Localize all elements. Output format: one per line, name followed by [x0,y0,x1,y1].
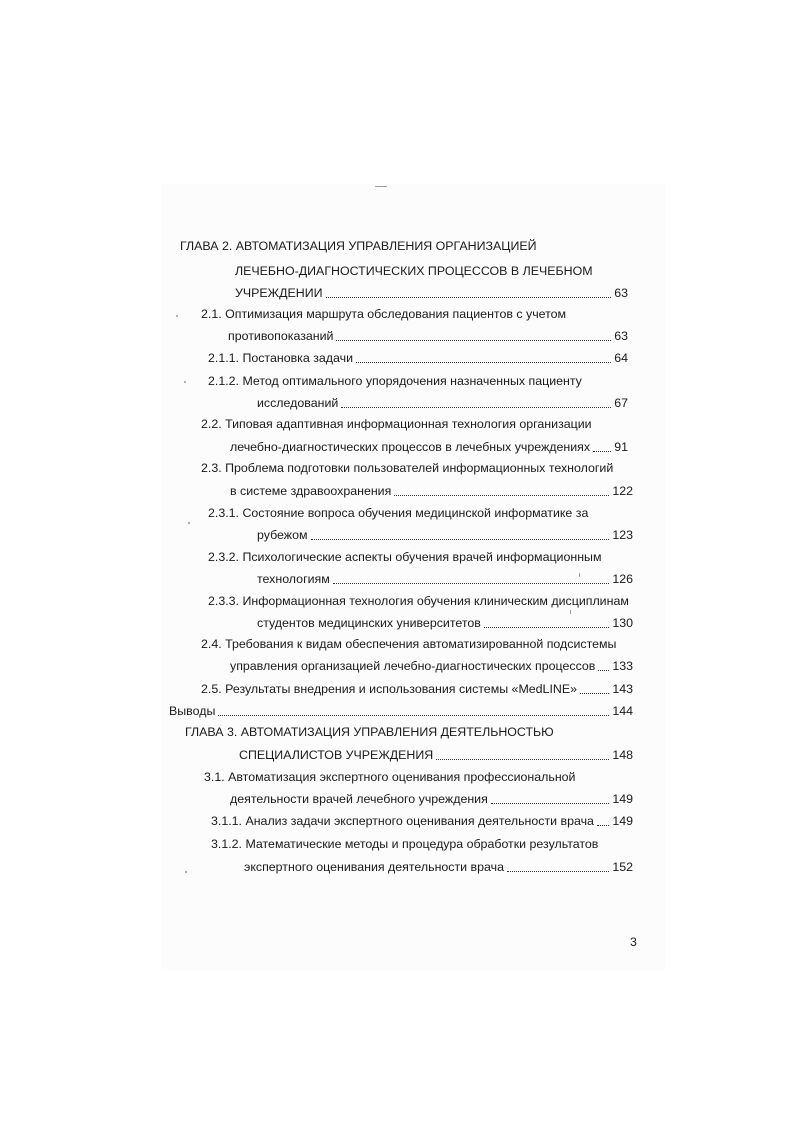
toc-entry-2-5[interactable] [201,681,633,697]
dot-leader [218,715,609,716]
toc-entry-3-1-1[interactable] [211,813,633,829]
toc-3-1-line1: 3.1. Автоматизация экспертного оценивания профессиональной [204,770,576,784]
toc-entry-2-1[interactable] [228,328,628,344]
toc-entry-2-4[interactable] [230,658,633,674]
toc-entry-conclusions[interactable] [169,703,633,719]
dot-leader [484,627,609,628]
toc-2-1-2-line1: 2.1.2. Метод оптимального упорядочения назначенных пациенту [208,374,582,388]
toc-entry-title: деятельности врачей лечебного учреждения [230,792,488,806]
toc-page-number: 126 [612,572,633,586]
toc-2-2-line1: 2.2. Типовая адаптивная информационная технология организации [201,417,592,431]
toc-entry-3-1[interactable] [230,791,633,807]
toc-page-number: 63 [614,286,628,300]
scan-speck [188,522,190,524]
scan-speck [176,315,178,317]
dot-leader [436,759,609,760]
toc-entry-2-3-2[interactable] [257,571,633,587]
toc-entry-2-2[interactable] [230,439,628,455]
toc-entry-title: в системе здравоохранения [230,484,392,498]
page-number: 3 [630,935,637,949]
toc-page-number: 67 [614,396,628,410]
toc-2-3-3-line1: 2.3.3. Информационная технология обучения клиническим дисциплинам [208,594,629,608]
toc-entry-2-3[interactable] [230,483,633,499]
toc-entry-title: СПЕЦИАЛИСТОВ УЧРЕЖДЕНИЯ [239,748,434,762]
toc-2-3-line1: 2.3. Проблема подготовки пользователей информационных технологий [201,461,614,475]
toc-entry-title: Выводы [169,704,216,718]
dot-leader [593,451,611,452]
toc-entry-title: студентов медицинских университетов [257,616,481,630]
dot-leader [356,362,611,363]
dot-leader [311,539,610,540]
toc-page-number: 152 [612,860,633,874]
toc-entry-2-3-1[interactable] [257,527,633,543]
dot-leader [597,825,609,826]
toc-page-number: 133 [612,659,633,673]
toc-page-number: 123 [612,528,633,542]
toc-entry-title: 3.1.1. Анализ задачи экспертного оценивания деятельности врача [211,814,594,828]
toc-entry-title: лечебно-диагностических процессов в лечебных учреждениях [230,440,591,454]
scan-speck [570,610,571,614]
toc-entry-title: управления организацией лечебно-диагностических процессов [230,659,596,673]
toc-entry-2-3-3[interactable] [257,615,633,631]
toc-page-number: 130 [612,616,633,630]
dot-leader [491,803,610,804]
toc-entry-title: 2.1.1. Постановка задачи [208,351,354,365]
toc-entry-3-1-2[interactable] [244,859,633,875]
toc-entry-chapter-2[interactable] [235,285,628,301]
dot-leader [341,407,611,408]
dot-leader [336,340,611,341]
toc-2-4-line1: 2.4. Требования к видам обеспечения автоматизированной подсистемы [201,637,617,651]
toc-entry-title: 2.5. Результаты внедрения и использования системы «MedLINE» [201,682,577,696]
toc-2-3-1-line1: 2.3.1. Состояние вопроса обучения медицинской информатике за [208,506,589,520]
toc-chapter-3-line1: ГЛАВА 3. АВТОМАТИЗАЦИЯ УПРАВЛЕНИЯ ДЕЯТЕЛЬНОСТЬЮ [185,725,554,739]
dot-leader [326,297,612,298]
toc-entry-2-1-1[interactable] [208,350,628,366]
toc-entry-2-1-2[interactable] [257,395,628,411]
toc-2-3-2-line1: 2.3.2. Психологические аспекты обучения врачей информационным [208,550,602,564]
toc-page-number: 91 [614,440,628,454]
toc-page-number: 122 [612,484,633,498]
toc-entry-title: экспертного оценивания деятельности врача [244,860,504,874]
dot-leader [394,495,609,496]
toc-entry-title: противопоказаний [228,329,334,343]
toc-page-number: 149 [612,814,633,828]
toc-page-number: 63 [614,329,628,343]
toc-chapter-2-line1: ГЛАВА 2. АВТОМАТИЗАЦИЯ УПРАВЛЕНИЯ ОРГАНИЗАЦИЕЙ [180,239,537,253]
toc-page-number: 144 [612,704,633,718]
toc-entry-chapter-3[interactable] [239,747,633,763]
toc-3-1-2-line1: 3.1.2. Математические методы и процедура обработки результатов [211,837,599,851]
scan-speck [579,573,580,577]
dot-leader [507,871,609,872]
toc-entry-title: исследований [257,396,339,410]
toc-chapter-2-line2: ЛЕЧЕБНО-ДИАГНОСТИЧЕСКИХ ПРОЦЕССОВ В ЛЕЧЕБНОМ [235,264,593,278]
toc-page-number: 64 [614,351,628,365]
toc-entry-title: технологиям [257,572,330,586]
toc-page-number: 148 [612,748,633,762]
dot-leader [580,693,609,694]
scan-speck [375,186,387,187]
scan-speck [185,871,187,873]
dot-leader [598,670,609,671]
dot-leader [333,583,610,584]
toc-entry-title: УЧРЕЖДЕНИИ [235,286,323,300]
toc-page-number: 149 [612,792,633,806]
scan-speck [184,381,186,383]
toc-page-number: 143 [612,682,633,696]
toc-entry-title: рубежом [257,528,308,542]
toc-2-1-line1: 2.1. Оптимизация маршрута обследования пациентов с учетом [201,307,567,321]
